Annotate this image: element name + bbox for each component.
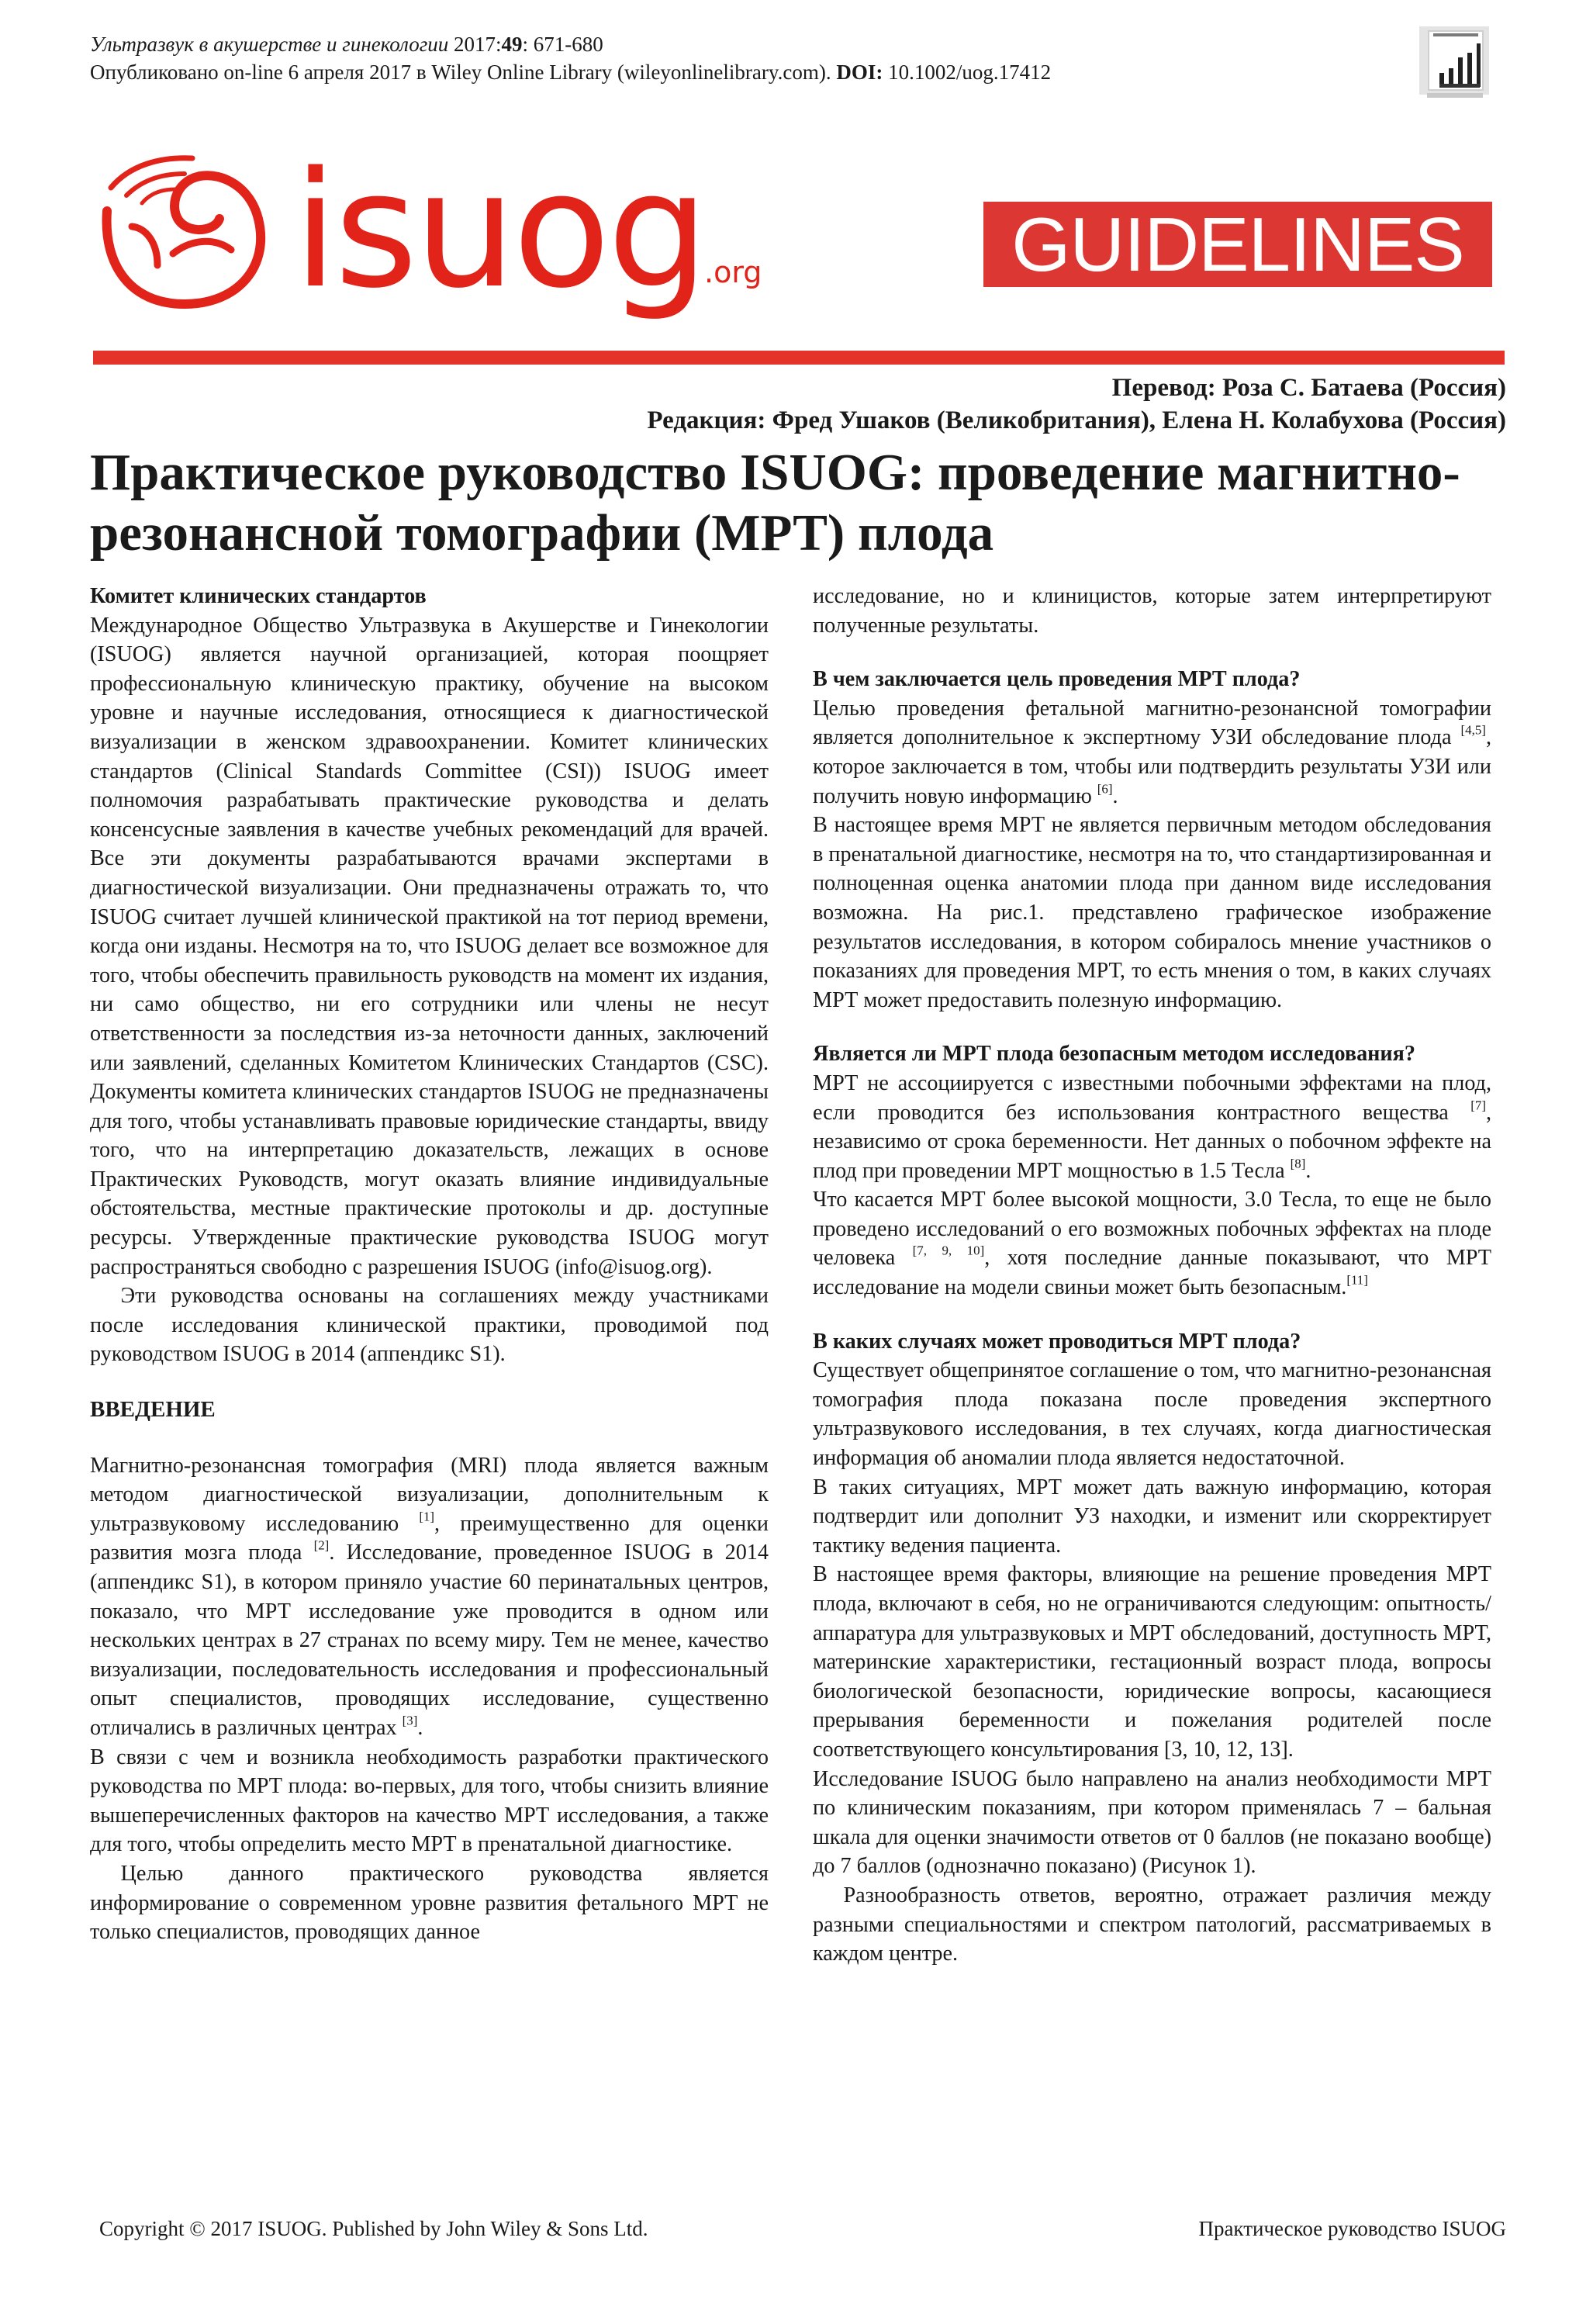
text-run: Что касается МРТ более высокой мощности, 3.0 Тесла, то еще не было проведено исследований о его возможных побочных эффектах на плоде человека [813,1188,1491,1271]
section-heading-committee: Комитет клинических стандартов [90,584,427,608]
section-heading-indications: В каких случаях может проводиться МРТ плода? [813,1329,1301,1354]
article-title: Практическое руководство ISUOG: проведение магнитно-резонансной томографии (МРТ) плода [90,444,1460,562]
text-run: . [1305,1158,1311,1183]
footer-running-title: Практическое руководство ISUOG [1198,2217,1506,2240]
journal-pages: : 671-680 [522,33,603,56]
translator-credit: Перевод: Роза С. Батаева (Россия) [1111,374,1506,402]
safety-paragraph-2 [813,1185,1491,1302]
continued-paragraph: исследование, но и клиницистов, которые затем интерпретируют полученные результаты. [813,584,1491,638]
citation-ref[interactable]: [7] [1470,1097,1486,1112]
intro-paragraph-1 [90,1451,769,1743]
guidelines-badge: GUIDELINES [983,202,1492,287]
purpose-paragraph-2: В настоящее время МРТ не является первичным методом обследования в пренатальной диагностике, несмотря на то, что стандартизированная и полноценная оценка анатомии плода при данном виде исследования возможна. На рис.1. представлено графическое изображение результатов исследования, в котором собиралось мнение участников о показаниях для проведения МРТ, то есть мнения о том, в каких случаях МРТ может предоставить полезную информацию. [813,813,1492,1012]
committee-paragraph: Международное Общество Ультразвука в Акушерстве и Гинекологии (ISUOG) является научной организацией, которая поощряет профессиональную клиническую практику, обучение на высоком уровне и научные исследования, относящиеся к диагностической визуализации в женском здравоохранении. Комитет клинических стандартов (Clinical Standards Committee (CSI)) ISUOG имеет полномочия разрабатывать практические руководства и делать консенсусные заявления в качестве учебных рекомендаций для врачей. Все эти документы разрабатываются врачами экспертами в диагностической визуализации. Они предназначены отражать то, что ISUOG считает лучшей клинической практикой на тот период времени, когда они изданы. Несмотря на то, что ISUOG делает все возможное для того, чтобы обеспечить правильность руководств на момент их издания, ни само общество, ни его сотрудники или члены не несут ответственности за последствия из-за неточности данных, заключений или заявлений, сделанных Комитетом Клинических Стандартов (CSC). Документы комитета клинических стандартов ISUOG не предназначены для того, чтобы устанавливать правовые юридические стандарты, ввиду того, что на интерпретацию доказательств, лежащих в основе Практических Руководств, могут оказать влияние индивидуальные обстоятельства, местные практические протоколы и др. доступные ресурсы. Утвержденные практические руководства ISUOG могут распространяться свободно с разрешения ISUOG (info@isuog.org). [90,613,769,1279]
intro-paragraph-3: Целью данного практического руководства является информирование о современном уровне развития фетального МРТ не только специалистов, проводящих данное [90,1861,769,1945]
fetus-logo-icon [84,149,285,335]
intro-paragraph-2: В связи с чем и возникла необходимость разработки практического руководства по МРТ плода: во-первых, для того, чтобы снизить влияние вышеперечисленных факторов на качество МРТ исследования, а также для того, чтобы определить место МРТ в пренатальной диагностике. [90,1745,769,1857]
text-run: Магнитно-резонансная томография (MRI) плода является важным методом диагностической визуализации, дополнительным к ультразвуковому исследованию [90,1453,769,1536]
purpose-paragraph-1 [813,694,1491,811]
publication-info [90,61,1051,85]
indications-paragraph-2: В таких ситуациях, МРТ может дать важную информацию, которая подтвердит или дополнит УЗ находки, и изменит или скорректирует тактику ведения пациента. [813,1475,1491,1558]
bar-chart-icon[interactable] [1413,23,1494,98]
left-column [90,582,769,1947]
journal-volume: 49 [501,33,523,56]
text-run: . Исследование, проведенное ISUOG в 2014 (аппендикс S1), в котором приняло участие 60 перинатальных центров, показало, что МРТ исследование уже проводится в одном или нескольких центрах в 27 странах по всему миру. Тем не менее, качество визуализации, последовательность исследования и профессиональный опыт специалистов, проводящих исследование, существенно отличались в различных центрах [90,1541,769,1740]
doi-label: DOI: [836,61,883,84]
doi-value[interactable]: 10.1002/uog.17412 [888,61,1052,84]
citation-ref[interactable]: [1] [419,1509,435,1524]
citation-ref[interactable]: [3] [402,1713,418,1728]
isuog-logo [84,137,797,335]
text-run: МРТ не ассоциируется с известными побочными эффектами на плод, если проводится без использования контрастного вещества [813,1070,1491,1125]
committee-paragraph-2: Эти руководства основаны на соглашениях между участниками после исследования клинической практики, проводимой под руководством ISUOG в 2014 (аппендикс S1). [90,1284,769,1367]
text-run: , хотя последние данные показывают, что МРТ исследование на модели свиньи может быть безопасным. [813,1246,1492,1300]
section-heading-introduction: ВВЕДЕНИЕ [90,1397,216,1423]
text-run: , независимо от срока беременности. Нет данных о побочном эффекте на плод при проведении МРТ мощностью в 1.5 Тесла [813,1100,1491,1183]
indications-paragraph-4: Исследование ISUOG было направлено на анализ необходимости МРТ по клиническим показаниям, при котором применялась 7 – бальная шкала для оценки значимости ответов от 0 баллов (не показано вообще) до 7 баллов (однозначно показано) (Рисунок 1). [813,1766,1491,1879]
indications-paragraph-5: Разнообразность ответов, вероятно, отражает различия между разными специальностями и спектром патологий, рассматриваемых в каждом центре. [813,1883,1491,1966]
section-heading-safety: Является ли МРТ плода безопасным методом исследования? [813,1042,1415,1067]
logo-domain: .org [704,255,762,289]
text-run: Целью проведения фетальной магнитно-резонансной томографии является дополнительное к экспертному УЗИ обследование плода [813,696,1491,750]
citation-ref[interactable]: [2] [313,1537,330,1553]
indications-paragraph-1: Существует общепринятое соглашение о том, что магнитно-резонансная томография плода показана после проведения экспертного ультразвукового исследования, в тех случаях, когда диагностическая информация об аномалии плода является недостаточной. [813,1358,1491,1471]
citation-ref[interactable]: [11] [1346,1272,1368,1288]
journal-citation [90,33,603,57]
published-text: Опубликовано on-line 6 апреля 2017 в Wiley Online Library (wileyonlinelibrary.com). [90,61,831,84]
citation-ref[interactable]: [6] [1097,780,1113,796]
section-heading-purpose: В чем заключается цель проведения МРТ плода? [813,667,1301,692]
citation-ref[interactable]: [4,5] [1460,722,1486,738]
footer-copyright: Copyright © 2017 ISUOG. Published by John Wiley & Sons Ltd. [99,2217,648,2240]
journal-name: Ультразвук в акушерстве и гинекологии [90,33,449,56]
journal-year: 2017: [454,33,502,56]
text-run: , преимущественно для оценки развития мозга плода [90,1511,769,1565]
text-run: , которое заключается в том, чтобы или подтвердить результаты УЗИ или получить новую информацию [813,725,1491,808]
logo-wordmark: isuog [293,137,706,323]
editors-credit: Редакция: Фред Ушаков (Великобритания), Елена Н. Колабухова (Россия) [647,406,1506,434]
safety-paragraph-1 [813,1069,1491,1185]
bar-chart-icon-graphic [1413,23,1494,98]
indications-paragraph-3: В настоящее время факторы, влияющие на решение проведения МРТ плода, включают в себя, но не ограничиваются следующим: опытность/аппаратура для ультразвуковых и МРТ обследований, доступность МРТ, материнские характеристики, гестационный возраст плода, вопросы биологической безопасности, юридические вопросы, касающиеся прерывания беременности и пожелания родителей после соответствующего консультирования [3, 10, 12, 13]. [813,1562,1491,1762]
citation-ref[interactable]: [7, 9, 10] [912,1243,985,1258]
header-divider [93,351,1505,365]
citation-ref[interactable]: [8] [1290,1156,1306,1171]
right-column [813,582,1491,1969]
text-run: . [417,1715,423,1740]
text-run: . [1112,783,1118,808]
